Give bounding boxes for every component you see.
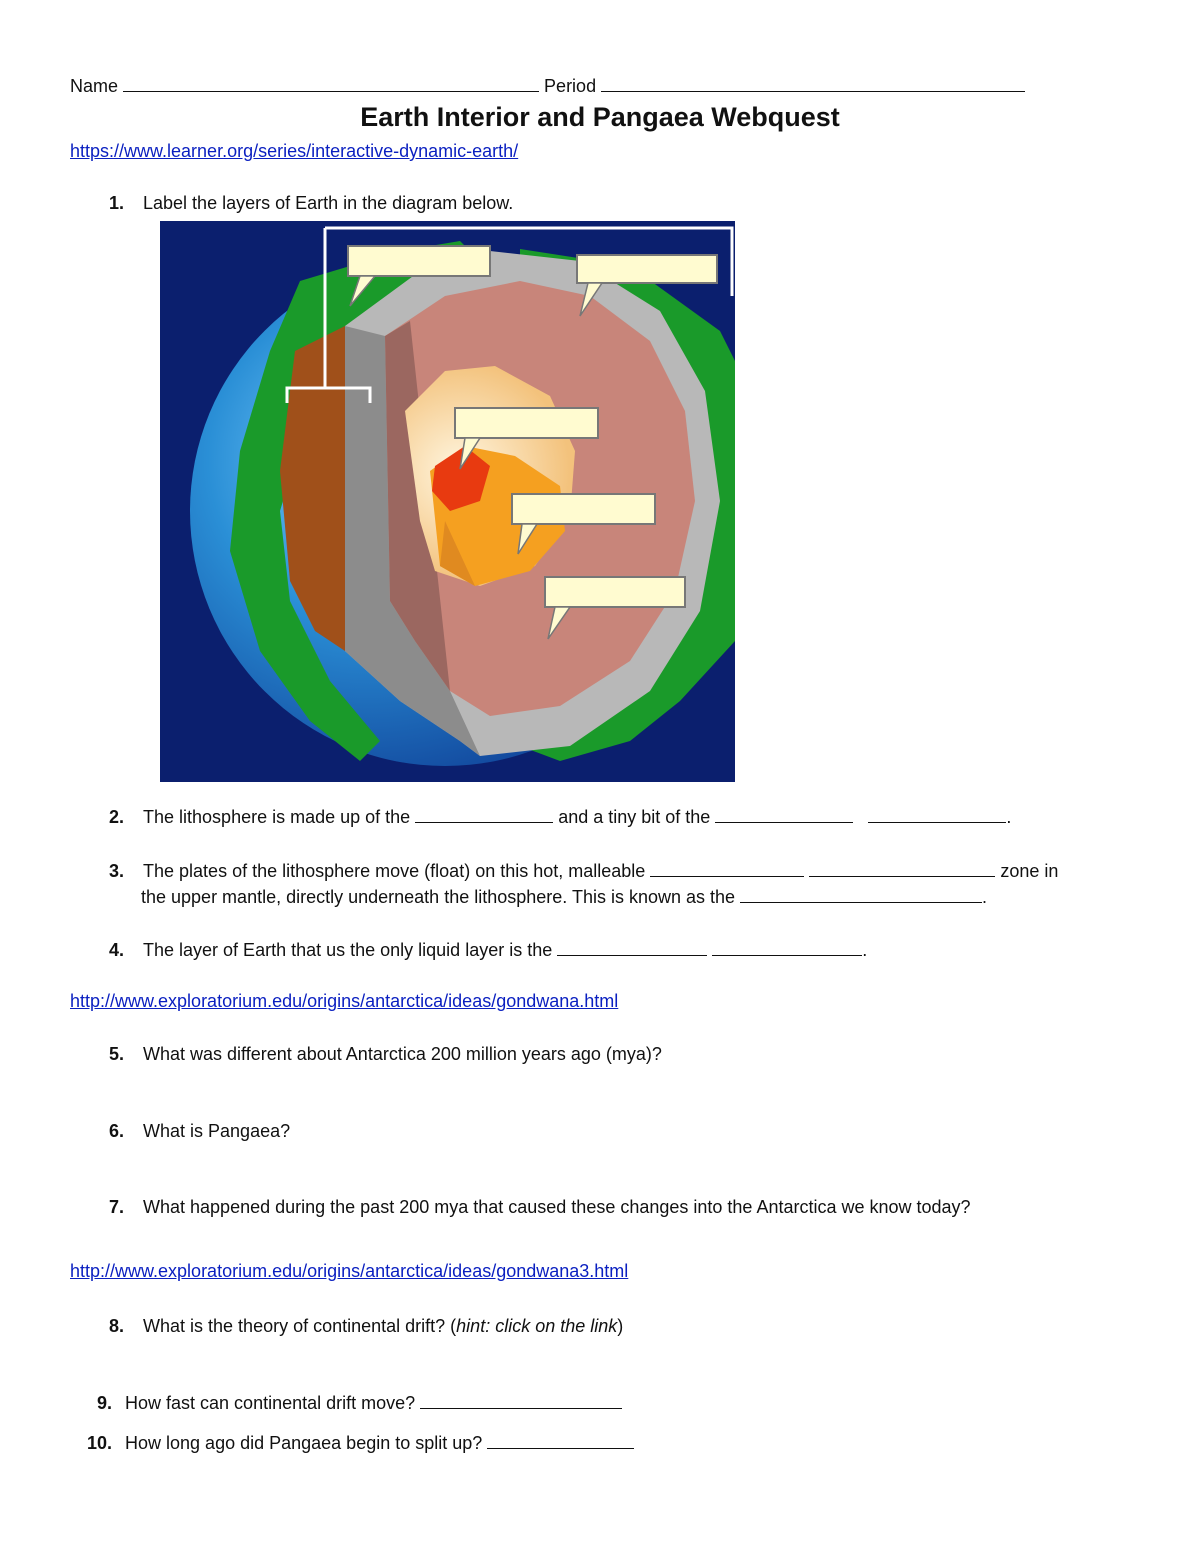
question-number: 7. xyxy=(108,1197,124,1217)
question-number: 2. xyxy=(108,807,124,827)
question-number: 8. xyxy=(108,1316,124,1336)
period-mark: . xyxy=(862,940,868,960)
period-mark: . xyxy=(982,887,988,907)
question-number: 3. xyxy=(108,861,124,881)
question-number: 6. xyxy=(108,1121,124,1141)
question-number: 1. xyxy=(108,193,124,213)
question-text: What was different about Antarctica 200 million years ago (mya)? xyxy=(143,1044,662,1064)
answer-blank[interactable] xyxy=(740,885,982,903)
question-number: 5. xyxy=(108,1044,124,1064)
question-text: the upper mantle, directly underneath the lithosphere. This is known as the xyxy=(141,887,736,907)
question-text-cont: zone in xyxy=(1000,861,1059,881)
gondwana-link[interactable]: http://www.exploratorium.edu/origins/antarctica/ideas/gondwana.html xyxy=(70,991,619,1011)
question-text: What is the theory of continental drift? ( xyxy=(143,1316,457,1336)
answer-blank[interactable] xyxy=(712,938,862,956)
question-6 xyxy=(84,1120,290,1142)
question-text: The lithosphere is made up of the xyxy=(143,807,411,827)
question-text: The plates of the lithosphere move (float) on this hot, malleable xyxy=(143,861,646,881)
question-text: What is Pangaea? xyxy=(143,1121,291,1141)
question-8 xyxy=(84,1315,623,1337)
question-text: What happened during the past 200 mya that caused these changes into the Antarctica we know today? xyxy=(143,1197,971,1217)
question-number: 9. xyxy=(96,1393,112,1413)
question-9 xyxy=(72,1391,622,1414)
question-3-line-2 xyxy=(141,885,987,908)
question-4 xyxy=(84,938,867,961)
name-line xyxy=(70,74,1025,97)
question-number: 4. xyxy=(108,940,124,960)
name-blank[interactable] xyxy=(123,74,539,92)
question-text: How long ago did Pangaea begin to split up? xyxy=(125,1433,483,1453)
answer-blank[interactable] xyxy=(420,1391,622,1409)
question-text-cont: and a tiny bit of the xyxy=(558,807,711,827)
question-text: The layer of Earth that us the only liquid layer is the xyxy=(143,940,553,960)
period-blank[interactable] xyxy=(601,74,1025,92)
question-10 xyxy=(72,1431,634,1454)
answer-blank[interactable] xyxy=(809,859,995,877)
page-title: Earth Interior and Pangaea Webquest xyxy=(360,102,840,132)
question-1 xyxy=(84,192,513,214)
question-text: How fast can continental drift move? xyxy=(125,1393,416,1413)
question-number: 10. xyxy=(86,1433,112,1453)
question-text: Label the layers of Earth in the diagram below. xyxy=(143,193,514,213)
answer-blank[interactable] xyxy=(868,805,1006,823)
answer-blank[interactable] xyxy=(715,805,853,823)
answer-blank[interactable] xyxy=(557,938,707,956)
earth-layers-diagram xyxy=(160,221,735,782)
question-5 xyxy=(84,1043,662,1065)
answer-blank[interactable] xyxy=(415,805,553,823)
answer-blank[interactable] xyxy=(487,1431,634,1449)
period-mark: . xyxy=(1006,807,1012,827)
question-2 xyxy=(84,805,1011,828)
close-paren: ) xyxy=(617,1316,624,1336)
question-3 xyxy=(84,859,1058,882)
question-hint: hint: click on the link xyxy=(456,1316,618,1336)
period-label: Period xyxy=(544,76,597,96)
answer-blank[interactable] xyxy=(650,859,804,877)
name-label: Name xyxy=(70,76,119,96)
question-7 xyxy=(84,1196,971,1218)
gondwana3-link[interactable]: http://www.exploratorium.edu/origins/antarctica/ideas/gondwana3.html xyxy=(70,1261,629,1281)
learner-link[interactable]: https://www.learner.org/series/interactive-dynamic-earth/ xyxy=(70,141,519,161)
